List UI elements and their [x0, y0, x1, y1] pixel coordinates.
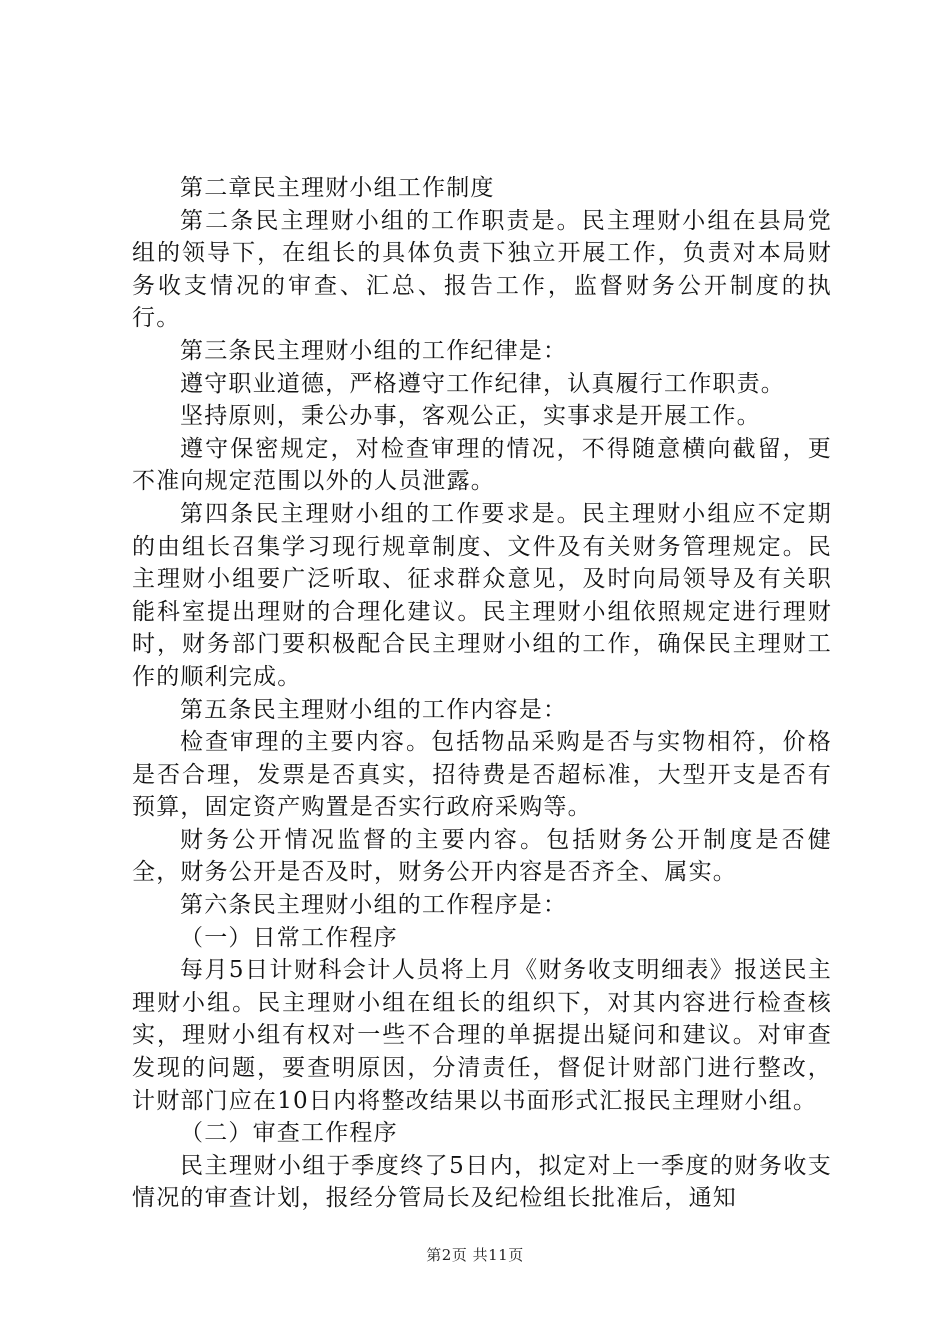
section-subheading: （二）审查工作程序 — [180, 1120, 398, 1147]
section-subheading: （一）日常工作程序 — [180, 924, 398, 951]
paragraph: 财务公开情况监督的主要内容。包括财务公开制度是否健全，财务公开是否及时，财务公开内容是否齐全、属实。 — [132, 826, 832, 886]
paragraph: 第六条民主理财小组的工作程序是： — [180, 892, 568, 919]
page-number-footer: 第2页 共11页 — [426, 1246, 524, 1264]
paragraph: 第四条民主理财小组的工作要求是。民主理财小组应不定期的由组长召集学习现行规章制度、文件及有关财务管理规定。民主理财小组要广泛听取、征求群众意见，及时向局领导及有关职能科室提出理财的合理化建议。民主理财小组依照规定进行理财时，财务部门要积极配合民主理财小组的工作，确保民主理财工作的顺利完成。 — [132, 500, 832, 690]
paragraph: 坚持原则，秉公办事，客观公正，实事求是开展工作。 — [180, 403, 761, 430]
paragraph: 第三条民主理财小组的工作纪律是： — [180, 337, 568, 364]
paragraph: 每月5日计财科会计人员将上月《财务收支明细表》报送民主理财小组。民主理财小组在组长的组织下，对其内容进行检查核实，理财小组有权对一些不合理的单据提出疑问和建议。对审查发现的问题，要查明原因，分清责任，督促计财部门进行整改，计财部门应在10日内将整改结果以书面形式汇报民主理财小组。 — [132, 957, 832, 1114]
chapter-heading: 第二章民主理财小组工作制度 — [180, 175, 495, 201]
document-body — [132, 172, 832, 1215]
paragraph: 第五条民主理财小组的工作内容是： — [180, 696, 568, 723]
paragraph: 遵守保密规定，对检查审理的情况，不得随意横向截留，更不准向规定范围以外的人员泄露。 — [132, 435, 832, 495]
paragraph: 第二条民主理财小组的工作职责是。民主理财小组在县局党组的领导下，在组长的具体负责下独立开展工作，负责对本局财务收支情况的审查、汇总、报告工作，监督财务公开制度的执行。 — [132, 207, 832, 332]
paragraph: 检查审理的主要内容。包括物品采购是否与实物相符，价格是否合理，发票是否真实，招待费是否超标准，大型开支是否有预算，固定资产购置是否实行政府采购等。 — [132, 729, 832, 821]
paragraph: 民主理财小组于季度终了5日内，拟定对上一季度的财务收支情况的审查计划，报经分管局长及纪检组长批准后，通知 — [132, 1152, 832, 1212]
paragraph: 遵守职业道德，严格遵守工作纪律，认真履行工作职责。 — [180, 370, 785, 397]
